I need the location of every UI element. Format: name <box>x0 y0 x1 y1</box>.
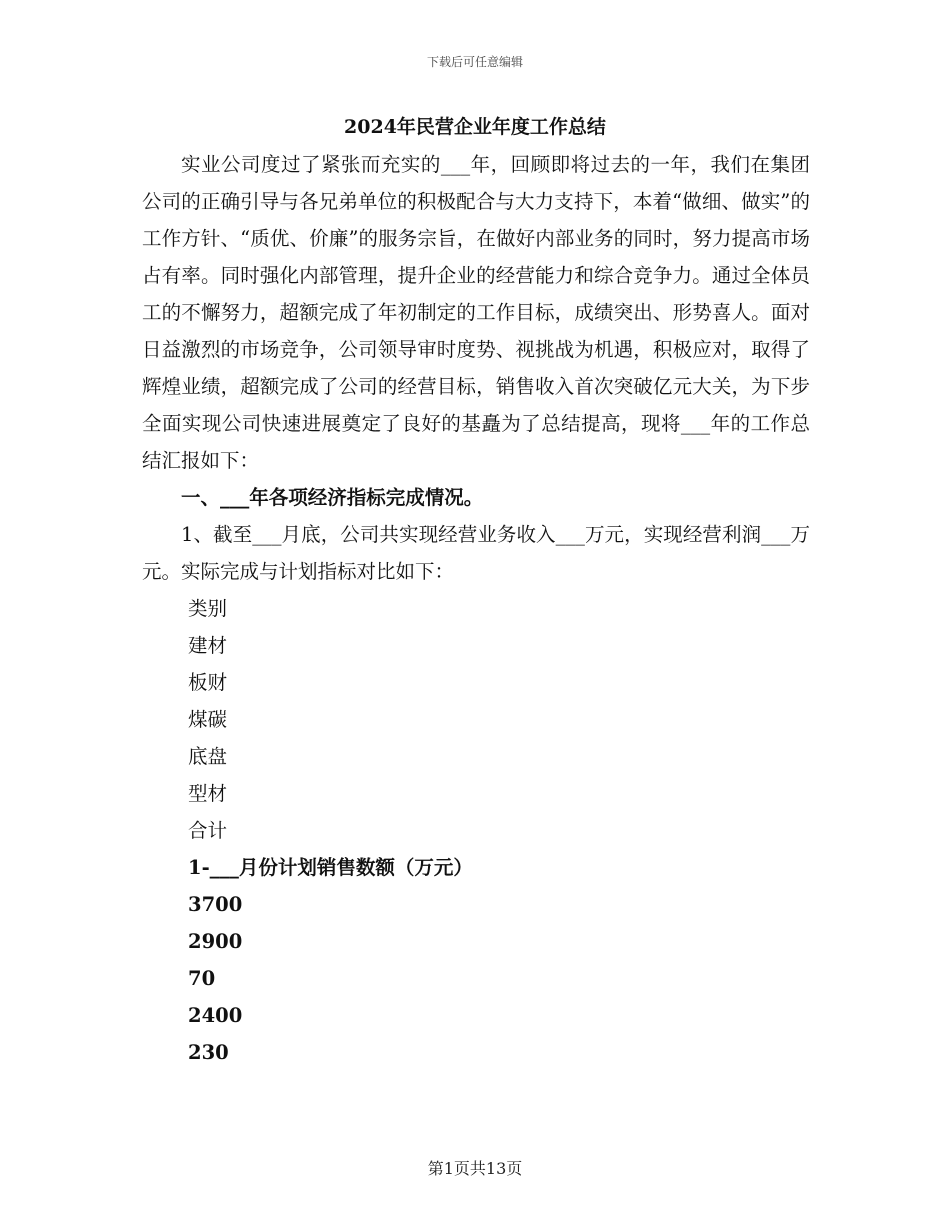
plan-value: 2900 <box>188 930 243 953</box>
category-item: 合计 <box>188 819 228 842</box>
item-1-paragraph: 1、截至___月底，公司共实现经营业务收入___万元，实现经营利润___万元。实际完成与计划指标对比如下： <box>142 523 810 583</box>
plan-list <box>142 849 810 1071</box>
category-list <box>142 590 810 849</box>
plan-value: 2400 <box>188 1004 243 1027</box>
category-item: 板财 <box>188 671 228 694</box>
category-item: 型材 <box>188 782 228 805</box>
category-item: 煤碳 <box>188 708 228 731</box>
category-item: 底盘 <box>188 745 228 768</box>
category-item: 建材 <box>188 634 228 657</box>
plan-value: 230 <box>188 1041 229 1064</box>
document-title: 2024年民营企业年度工作总结 <box>344 116 606 138</box>
intro-paragraph: 实业公司度过了紧张而充实的___年，回顾即将过去的一年，我们在集团公司的正确引导与各兄弟单位的积极配合与大力支持下，本着“做细、做实”的工作方针、“质优、价廉”的服务宗旨，在做好内部业务的同时，努力提高市场占有率。同时强化内部管理，提升企业的经营能力和综合竞争力。通过全体员工的不懈努力，超额完成了年初制定的工作目标，成绩突出、形势喜人。面对日益激烈的市场竞争，公司领导审时度势、视挑战为机遇，积极应对，取得了辉煌业绩，超额完成了公司的经营目标，销售收入首次突破亿元大关，为下步全面实现公司快速进展奠定了良好的基矗为了总结提高，现将___年的工作总结汇报如下： <box>142 153 810 472</box>
section-1-heading: 一、___年各项经济指标完成情况。 <box>181 486 484 509</box>
plan-heading: 1-___月份计划销售数额（万元） <box>188 856 473 879</box>
plan-value: 3700 <box>188 893 243 916</box>
page-footer: 第1页共13页 <box>427 1159 523 1178</box>
document-body <box>142 146 810 1071</box>
plan-value: 70 <box>188 967 216 990</box>
header-note: 下载后可任意编辑 <box>426 55 523 69</box>
category-item: 类别 <box>188 597 228 620</box>
